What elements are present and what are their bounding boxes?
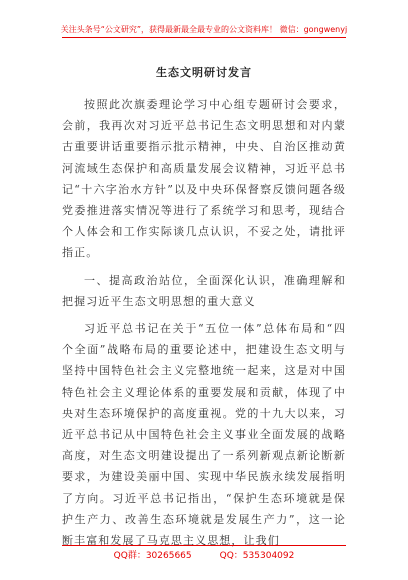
page-header-banner: 关注头条号“公文研究”，获得最新最全最专业的公文资料库！ 微信：gongwenyj	[60, 25, 348, 34]
footer-divider	[62, 545, 346, 546]
document-body	[62, 94, 346, 551]
section-heading-1: 一、提高政治站位，全面深化认识，准确理解和把握习近平生态文明思想的重大意义	[62, 273, 346, 308]
paragraph-section-1: 习近平总书记在关于“五位一体”总体布局和“四个全面”战略布局的重要论述中，把建设生态文明与坚持中国特色社会主义完整地统一起来，这是对中国特色社会主义理论体系的重要发展和贡献，体现了中央对生态环境保护的高度重视。党的十九大以来，习近平总书记从中国特色社会主义事业全面发展的战略高度，对生态文明建设提出了一系列新观点新论断新要求，为建设美丽中国、实现中华民族永续发展指明了方向。习近平总书记指出，“保护生态环境就是保护生产力、改善生态环境就是发展生产力”，这一论断丰富和发展了马克思主义思想，让我们	[62, 322, 346, 548]
paragraph-intro: 按照此次旗委理论学习中心组专题研讨会要求，会前，我再次对习近平总书记生态文明思想和对内蒙古重要讲话重要指示批示精神，中央、自治区推动黄河流域生态保护和高质量发展会议精神，习近平总书记“十六字治水方针”以及中央环保督察反馈问题各级党委推进落实情况等进行了系统学习和思考，现结合个人体会和工作实际谈几点认识，不妥之处，请批评指正。	[62, 98, 346, 260]
page-footer	[0, 548, 408, 561]
footer-qq-group: QQ群：30265665	[113, 551, 192, 561]
document-title: 生态文明研讨发言	[156, 66, 252, 79]
footer-qq-number: QQ：535304092	[219, 551, 295, 561]
header-divider	[62, 37, 346, 38]
